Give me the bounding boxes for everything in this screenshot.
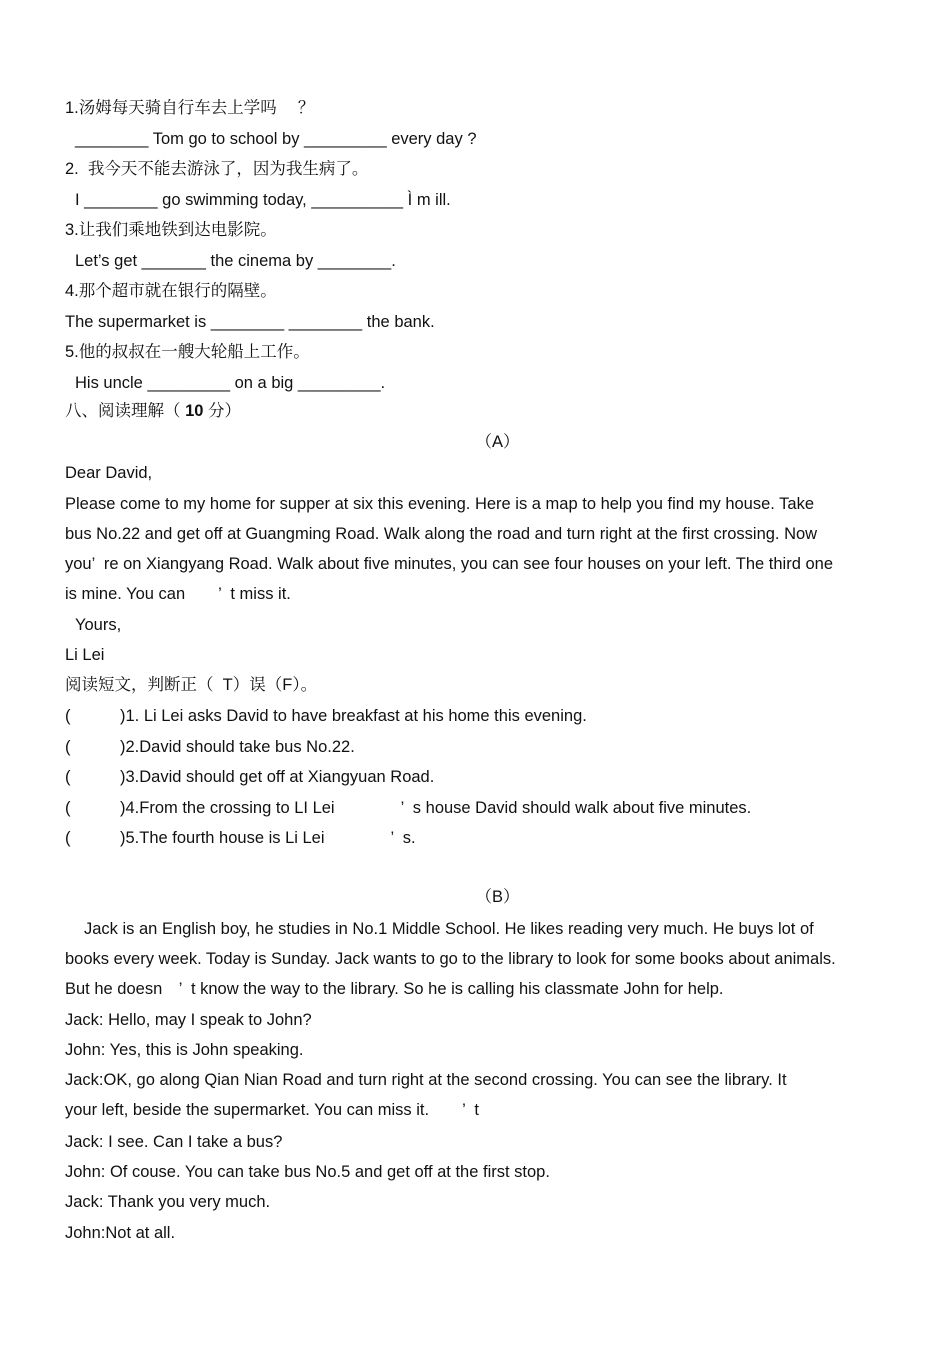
section-heading-suffix: 分） [203, 402, 242, 420]
q5-chinese: 5.他的叔叔在一艘大轮船上工作。 [65, 343, 310, 361]
letter-line: Please come to my home for supper at six this evening. Here is a map to help you find my house. Take [65, 495, 814, 513]
letter-line: you’ re on Xiangyang Road. Walk about five minutes, you can see four houses on your left. The third one [65, 555, 834, 573]
tf-question: ( )3.David should get off at Xiangyuan Road. [65, 768, 435, 786]
q1-english: ________ Tom go to school by _________ every day ? [75, 130, 477, 148]
dialogue-line: Jack:OK, go along Qian Nian Road and turn right at the second crossing. You can see the library. It [65, 1071, 787, 1089]
letter-greeting: Dear David, [65, 464, 153, 482]
letter-line: bus No.22 and get off at Guangming Road. Walk along the road and turn right at the first crossing. Now [65, 525, 818, 543]
passage-line: Jack is an English boy, he studies in No.1 Middle School. He likes reading very much. He buys lot of [84, 920, 814, 938]
tf-question: ( )4.From the crossing to LI Lei ’ s house David should walk about five minutes. [65, 799, 752, 817]
dialogue-line: John: Yes, this is John speaking. [65, 1041, 304, 1059]
dialogue-line: Jack: Hello, may I speak to John? [65, 1011, 312, 1029]
passage-a-label: （A） [475, 433, 520, 451]
letter-line: is mine. You can ’ t miss it. [65, 585, 291, 603]
dialogue-line: your left, beside the supermarket. You can miss it. ’ t [65, 1101, 479, 1119]
passage-line: books every week. Today is Sunday. Jack wants to go to the library to look for some books about animals. [65, 950, 836, 968]
dialogue-line: Jack: Thank you very much. [65, 1193, 271, 1211]
tf-question: ( )1. Li Lei asks David to have breakfast at his home this evening. [65, 707, 587, 725]
q2-chinese: 2. 我今天不能去游泳了，因为我生病了。 [65, 160, 369, 178]
q2-english: I ________ go swimming today, __________ Ì m ill. [75, 191, 451, 209]
section-heading [65, 400, 241, 422]
section-heading-prefix: 八、阅读理解（ [65, 402, 186, 420]
tf-question: ( )2.David should take bus No.22. [65, 738, 355, 756]
passage-b-label: （B） [475, 888, 520, 906]
passage-line: But he doesn ’ t know the way to the library. So he is calling his classmate John for help. [65, 980, 724, 998]
q5-english: His uncle _________ on a big _________. [75, 374, 386, 392]
dialogue-line: Jack: I see. Can I take a bus? [65, 1133, 283, 1151]
letter-closing: Yours, [75, 616, 122, 634]
dialogue-line: John: Of couse. You can take bus No.5 and get off at the first stop. [65, 1163, 550, 1181]
section-heading-score: 10 [185, 402, 204, 420]
tf-question: ( )5.The fourth house is Li Lei ’ s. [65, 829, 416, 847]
q4-chinese: 4.那个超市就在银行的隔壁。 [65, 282, 277, 300]
letter-signature: Li Lei [65, 646, 105, 664]
q3-english: Let’s get _______ the cinema by ________. [75, 252, 396, 270]
tf-instruction: 阅读短文，判断正（ T）误（F）。 [65, 676, 318, 694]
q3-chinese: 3.让我们乘地铁到达电影院。 [65, 221, 277, 239]
q4-english: The supermarket is ________ ________ the bank. [65, 313, 435, 331]
dialogue-line: John:Not at all. [65, 1224, 176, 1242]
q1-chinese: 1.汤姆每天骑自行车去上学吗 ？ [65, 99, 315, 117]
